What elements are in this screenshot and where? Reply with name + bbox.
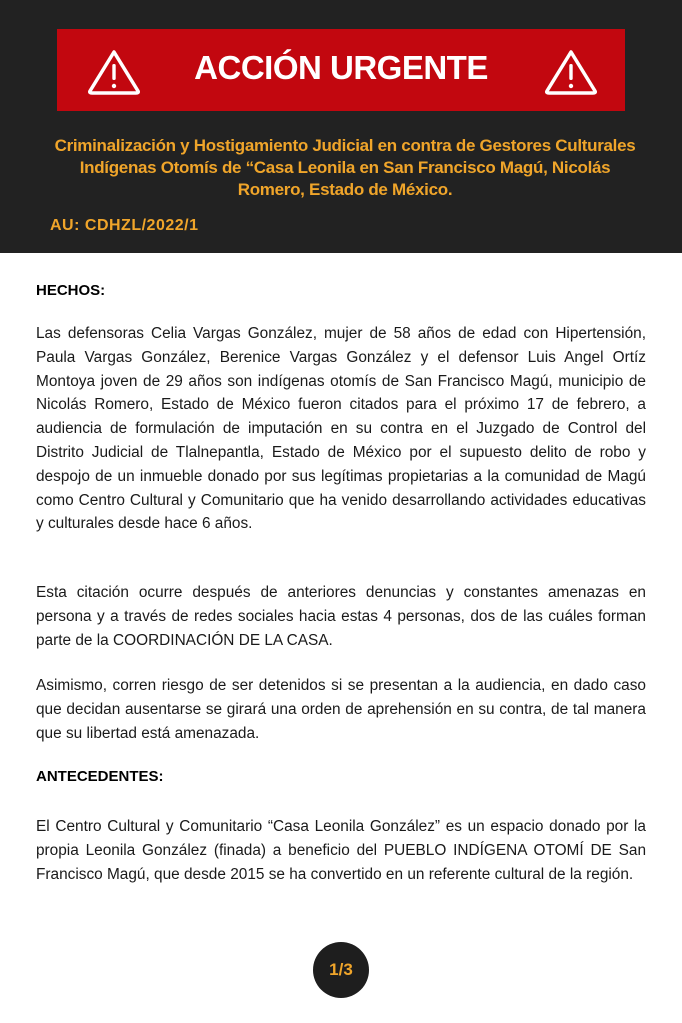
case-subtitle: Criminalización y Hostigamiento Judicial en contra de Gestores Culturales Indígenas Otomís de “Casa Leonila en San Francisco Magú, Nicolás Romero, Estado de México.: [54, 136, 636, 199]
paragraph-antecedentes-1: El Centro Cultural y Comunitario “Casa Leonila González” es un espacio donado por la propia Leonila González (finada) a beneficio del PUEBLO INDÍGENA OTOMÍ DE San Francisco Magú, que desde 2015 se ha convertido en un referente cultural de la región.: [36, 818, 646, 883]
urgent-action-banner: [57, 29, 625, 111]
section-heading-antecedentes: ANTECEDENTES:: [36, 768, 164, 785]
section-heading-hechos: HECHOS:: [36, 282, 106, 299]
banner-title: ACCIÓN URGENTE: [194, 49, 488, 86]
paragraph-hechos-3: Asimismo, corren riesgo de ser detenidos si se presentan a la audiencia, en dado caso que decidan ausentarse se girará una orden de aprehensión en su contra, de tal manera que su libertad está amenazada.: [36, 677, 646, 742]
warning-triangle-icon: [544, 49, 598, 95]
paragraph-hechos-1: Las defensoras Celia Vargas González, mujer de 58 años de edad con Hipertensión, Paula Vargas González, Berenice Vargas González y el defensor Luis Angel Ortíz Montoya joven de 29 años son indígenas otomís de San Francisco Magú, municipio de Nicolás Romero, Estado de México fueron citados para el próximo 17 de febrero, a audiencia de formulación de imputación en su contra en el Juzgado de Control del Distrito Judicial de Tlalnepantla, Estado de México por el supuesto delito de robo y despojo de un inmueble donado por sus legítimas propietarias a la comunidad de Magú como Centro Cultural y Comunitario que ha venido desarrollando actividades educativas y culturales desde hace 6 años.: [36, 325, 646, 533]
warning-triangle-icon: [87, 49, 141, 95]
page-indicator: 1/3: [313, 942, 369, 998]
header: [0, 0, 682, 253]
reference-code: AU: CDHZL/2022/1: [50, 217, 199, 234]
paragraph-hechos-2: Esta citación ocurre después de anteriores denuncias y constantes amenazas en persona y a través de redes sociales hacia estas 4 personas, dos de las cuáles forman parte de la COORDINACIÓN DE LA CASA.: [36, 584, 646, 649]
